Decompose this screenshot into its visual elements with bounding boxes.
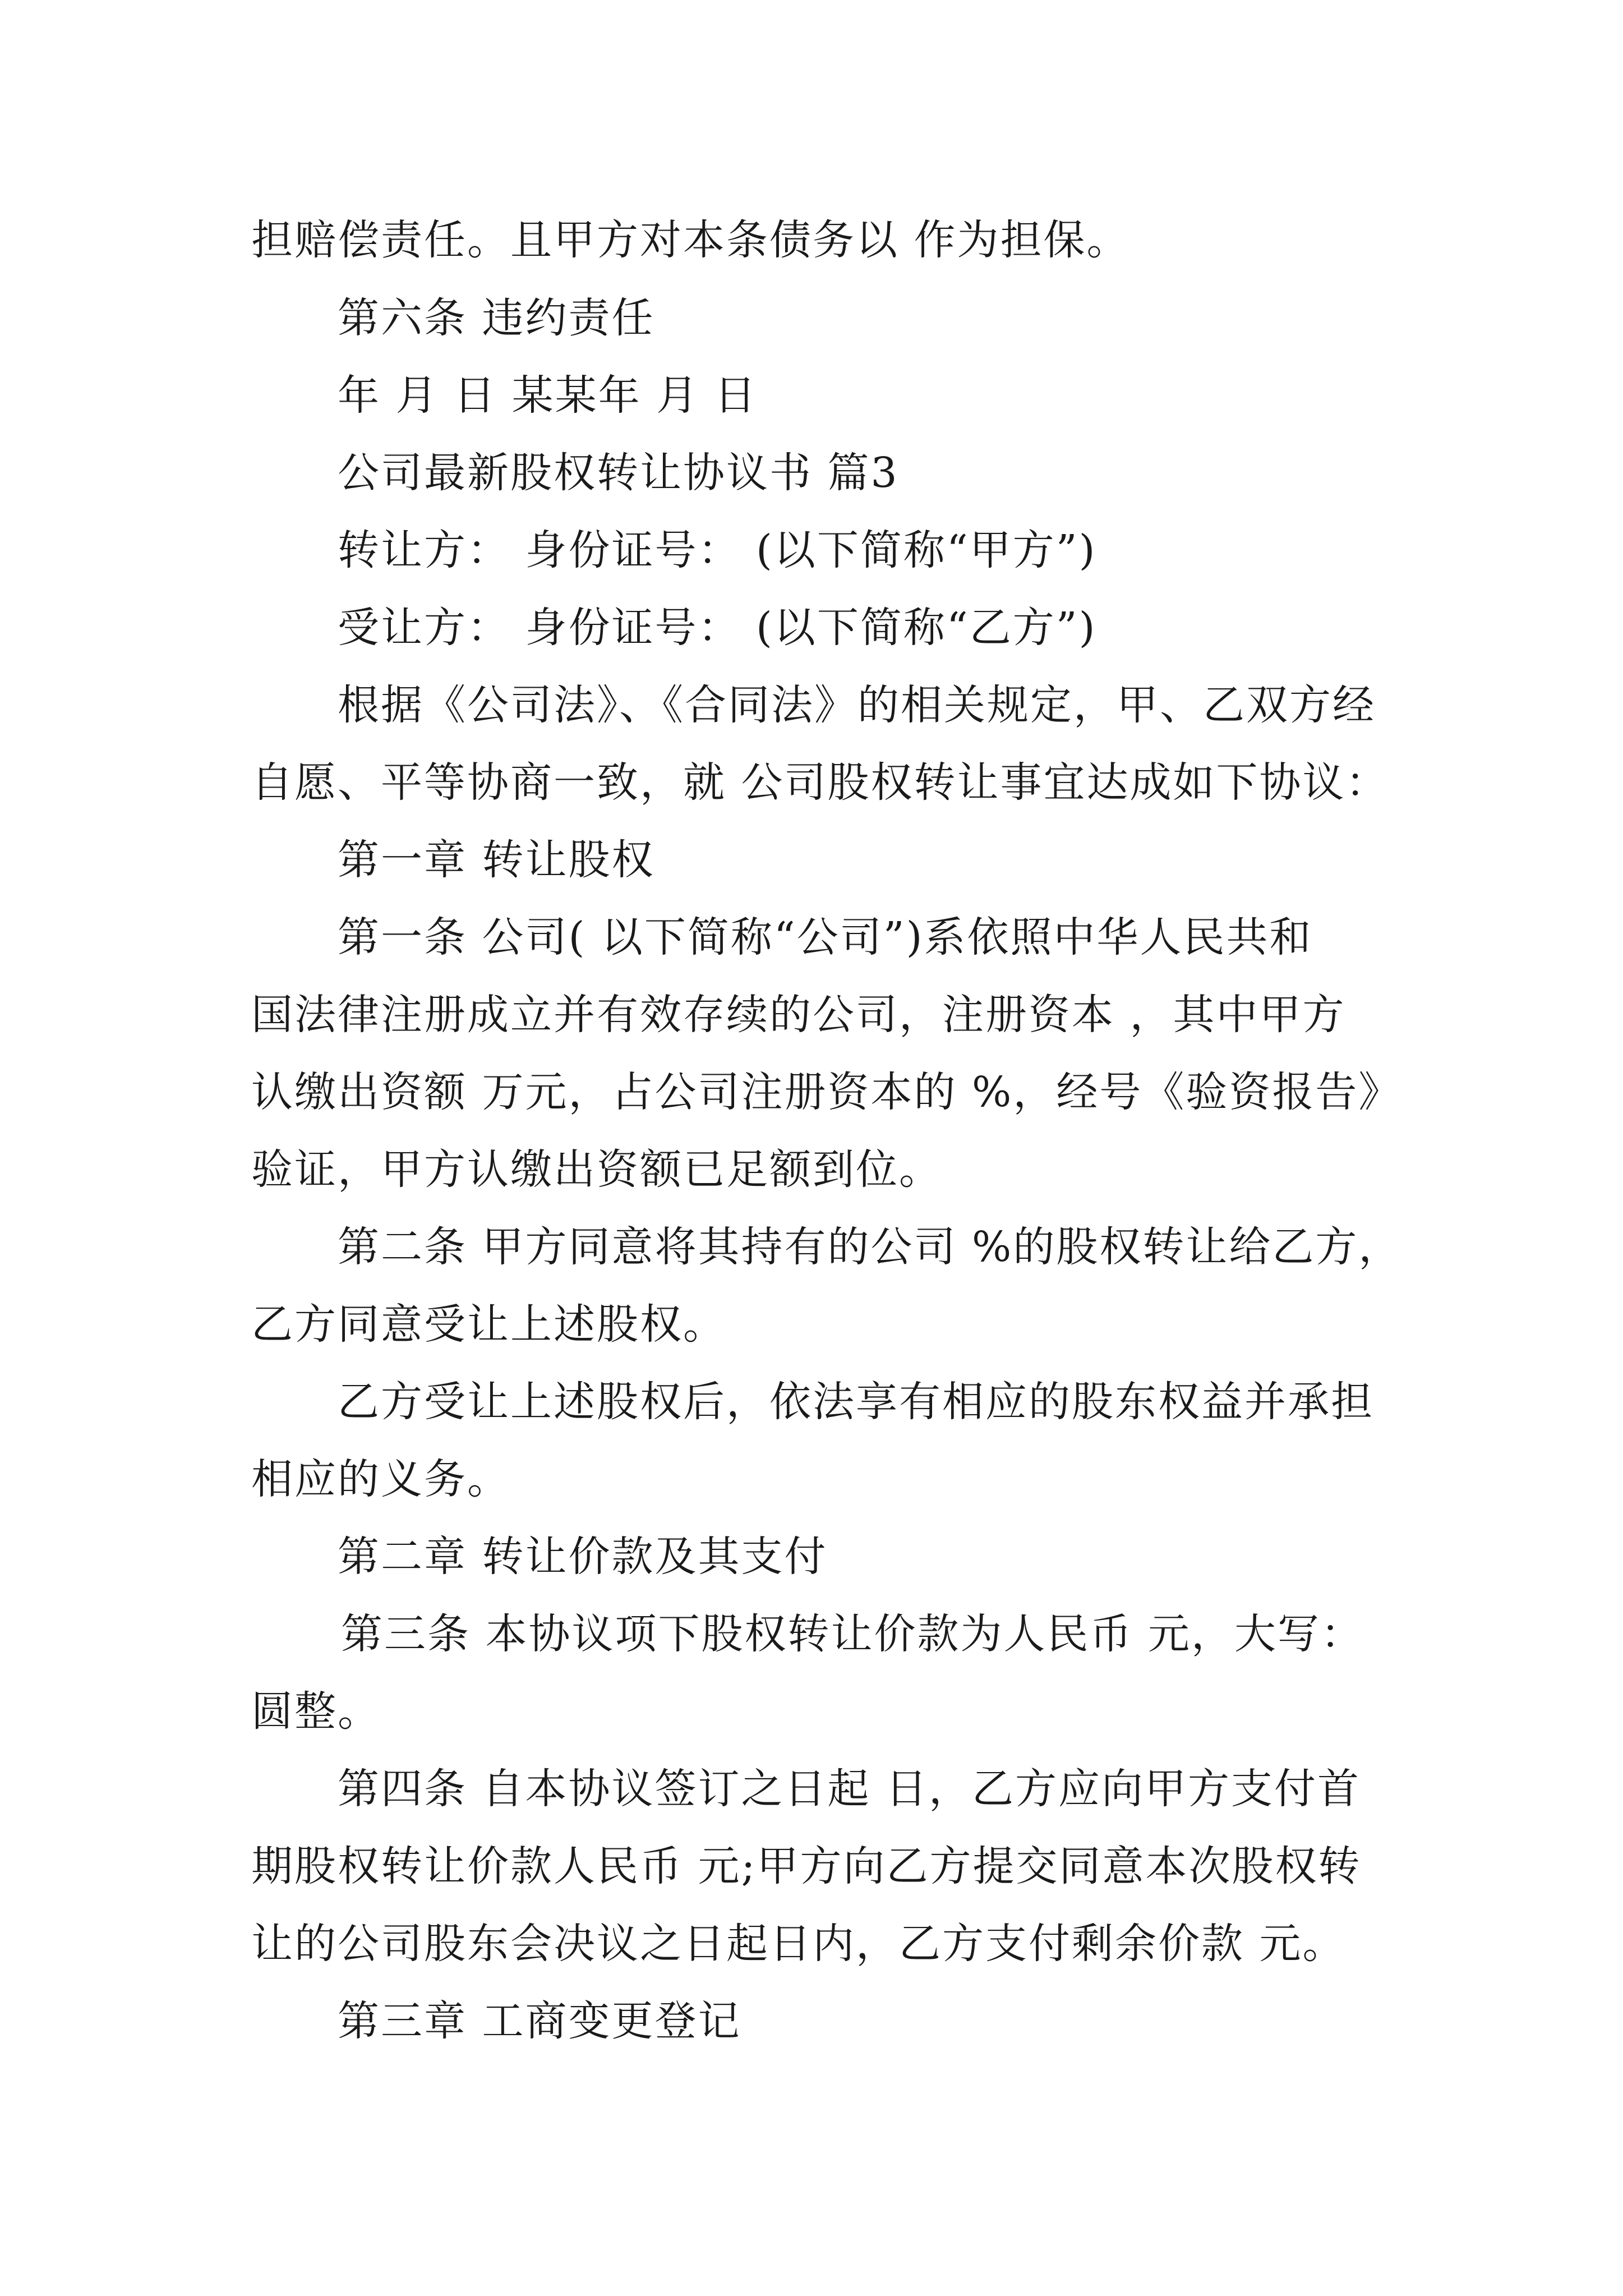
article-heading: 第六条 违约责任	[338, 294, 655, 342]
text-line: 乙方受让上述股权后，依法享有相应的股东权益并承担	[338, 1378, 1374, 1426]
text-line: 乙方同意受让上述股权。	[251, 1300, 726, 1349]
text-line: 第三条 本协议项下股权转让价款为人民币 元，大写：	[341, 1610, 1364, 1658]
text-line: 受让方： 身份证号： (以下简称“乙方”)	[338, 604, 1097, 652]
text-line: 让的公司股东会决议之日起日内，乙方支付剩余价款 元。	[251, 1920, 1346, 1968]
chapter-heading: 第三章 工商变更登记	[338, 1997, 741, 2045]
text-line: 根据《公司法》、《合同法》的相关规定，甲、乙双方经	[338, 681, 1376, 729]
text-line: 国法律注册成立并有效存续的公司，注册资本 ，其中甲方	[251, 991, 1346, 1039]
text-line: 第四条 自本协议签订之日起 日，乙方应向甲方支付首	[338, 1765, 1361, 1813]
text-line: 期股权转让价款人民币 元;甲方向乙方提交同意本次股权转	[251, 1842, 1362, 1890]
text-line: 年 月 日 某某年 月 日	[338, 371, 758, 420]
chapter-heading: 第二章 转让价款及其支付	[338, 1533, 828, 1581]
text-line: 验证，甲方认缴出资额已足额到位。	[251, 1145, 942, 1194]
text-line: 相应的义务。	[251, 1455, 510, 1503]
text-line: 认缴出资额 万元，占公司注册资本的 %，经号《验资报告》	[251, 1068, 1402, 1116]
text-line: 转让方： 身份证号： (以下简称“甲方”)	[338, 526, 1097, 574]
chapter-heading: 第一章 转让股权	[338, 836, 655, 884]
section-title: 公司最新股权转让协议书 篇3	[338, 449, 899, 497]
text-line: 自愿、平等协商一致，就 公司股权转让事宜达成如下协议：	[251, 758, 1389, 807]
text-line: 第一条 公司( 以下简称“公司”)系依照中华人民共和	[338, 913, 1313, 961]
text-line: 第二条 甲方同意将其持有的公司 %的股权转让给乙方，	[338, 1223, 1402, 1271]
text-line: 担赔偿责任。且甲方对本条债务以 作为担保。	[251, 216, 1130, 264]
text-line: 圆整。	[251, 1687, 381, 1736]
